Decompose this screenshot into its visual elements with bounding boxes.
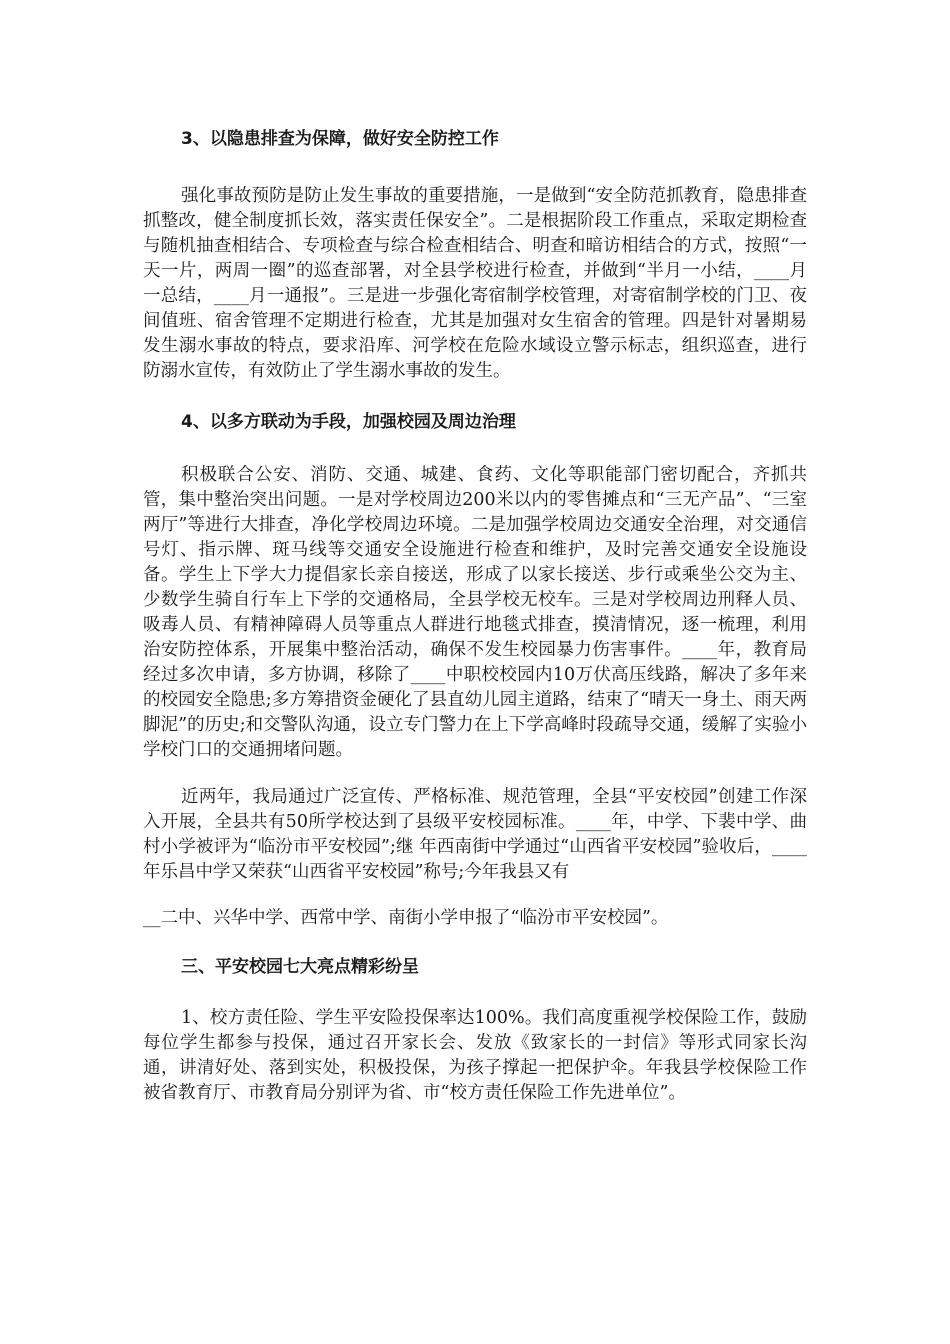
section-heading-seven-highlights: 三、平安校园七大亮点精彩纷呈 xyxy=(181,957,419,977)
paragraph-accident-prevention: 强化事故预防是防止发生事故的重要措施，一是做到“安全防范抓教育，隐患排查抓整改，健全制度抓长效，落实责任保安全”。二是根据阶段工作重点，采取定期检查与随机抽查相结合、专项检查与综合检查相结合、明查和暗访相结合的方式，按照“一天一片，两周一圈”的巡查部署，对全县学校进行检查，并做到“半月一小结，____月一总结，____月一通报”。三是进一步强化寄宿制学校管理，对寄宿制学校的门卫、夜间值班、宿舍管理不定期进行检查，尤其是加强对女生宿舍的管理。四是针对暑期易发生溺水事故的特点，要求沿库、河学校在危险水域设立警示标志，组织巡查，进行防溺水宣传，有效防止了学生溺水事故的发生。 xyxy=(143,186,807,381)
section-heading-hazard-inspection: 3、以隐患排查为保障，做好安全防控工作 xyxy=(181,129,499,149)
section-heading-campus-governance: 4、以多方联动为手段，加强校园及周边治理 xyxy=(181,412,516,432)
paragraph-schools-applied: __二中、兴华中学、西常中学、南街小学申报了“临汾市平安校园”。 xyxy=(143,908,669,928)
paragraph-safe-campus-creation: 近两年，我局通过广泛宣传、严格标准、规范管理，全县“平安校园”创建工作深入开展，全县共有50所学校达到了县级平安校园标准。____年，中学、下裴中学、曲村小学被评为“临汾市平安校园”;继 年西南街中学通过“山西省平安校园”验收后，____年乐昌中学又荣获“山西省平安校园”称号;今年我县又有 xyxy=(143,787,807,882)
paragraph-insurance-coverage: 1、校方责任险、学生平安险投保率达100%。我们高度重视学校保险工作，鼓励每位学生都参与投保，通过召开家长会、发放《致家长的一封信》等形式同家长沟通，讲清好处、落到实处，积极投保，为孩子撑起一把保护伞。年我县学校保险工作被省教育厅、市教育局分别评为省、市“校方责任保险工作先进单位”。 xyxy=(143,1008,807,1103)
paragraph-joint-departments: 积极联合公安、消防、交通、城建、食药、文化等职能部门密切配合，齐抓共管，集中整治突出问题。一是对学校周边200米以内的零售摊点和“三无产品”、“三室两厅”等进行大排查，净化学校周边环境。二是加强学校周边交通安全治理，对交通信号灯、指示牌、斑马线等交通安全设施进行检查和维护，及时完善交通安全设施设备。学生上下学大力提倡家长亲自接送，形成了以家长接送、步行或乘坐公交为主、少数学生骑自行车上下学的交通格局，全县学校无校车。三是对学校周边刑释人员、吸毒人员、有精神障碍人员等重点人群进行地毯式排查，摸清情况，逐一梳理，利用治安防控体系，开展集中整治活动，确保不发生校园暴力伤害事件。____年，教育局经过多次申请，多方协调，移除了____中职校校园内10万伏高压线路，解决了多年来的校园安全隐患;多方筹措资金硬化了县直幼儿园主道路，结束了“晴天一身土、雨天两脚泥”的历史;和交警队沟通，设立专门警力在上下学高峰时段疏导交通，缓解了实验小学校门口的交通拥堵问题。 xyxy=(143,465,807,760)
